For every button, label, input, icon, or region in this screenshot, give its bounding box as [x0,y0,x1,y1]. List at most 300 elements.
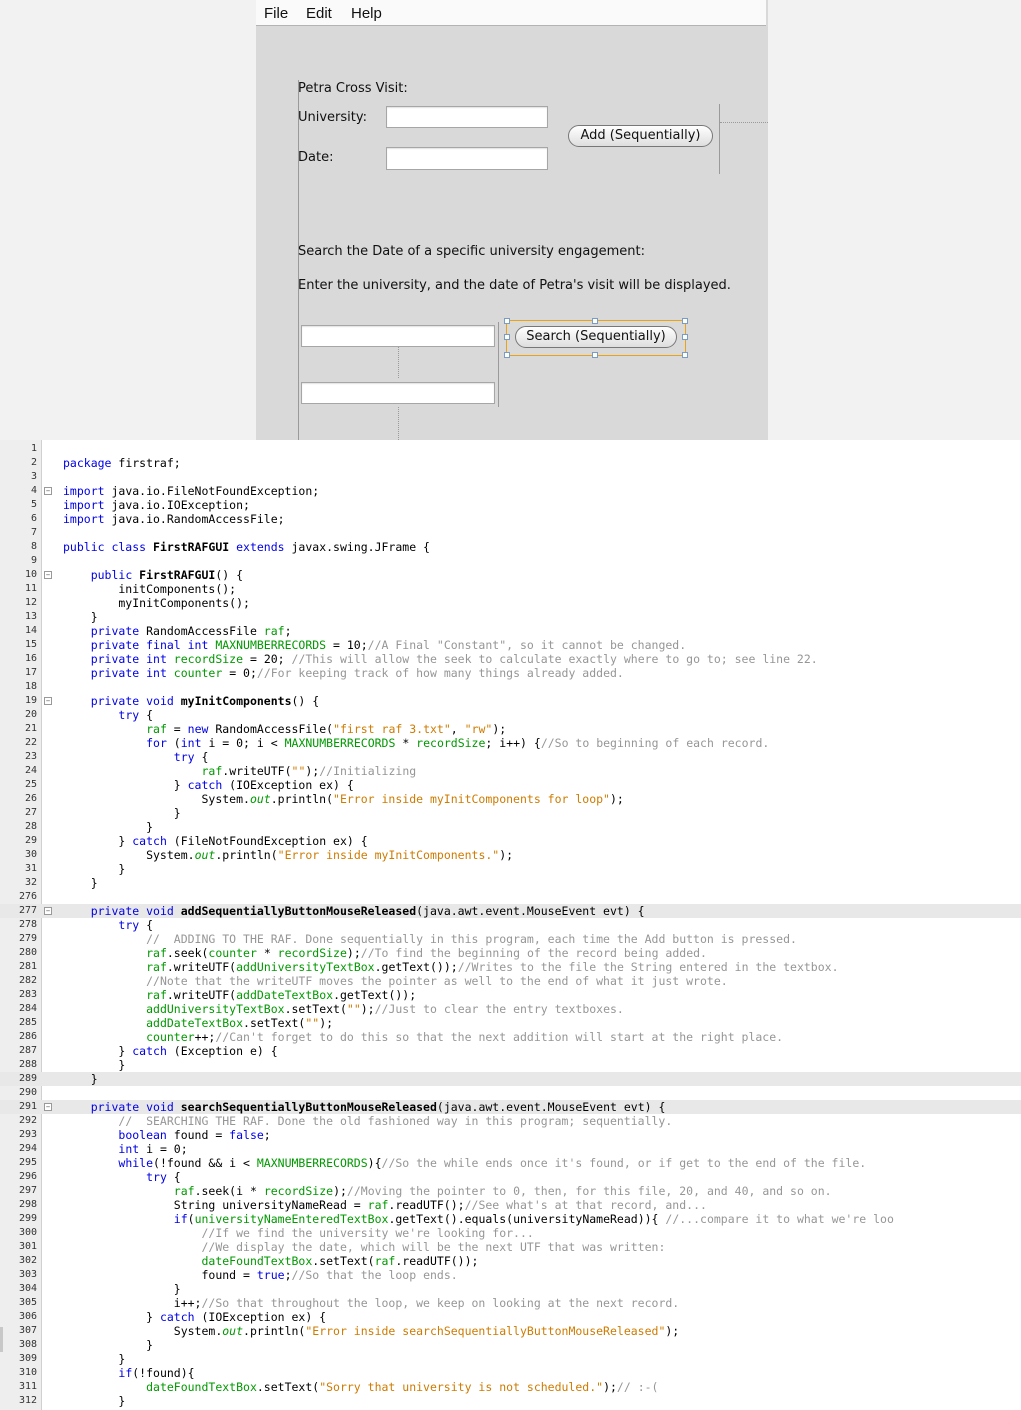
code-token: .setText( [256,1380,320,1394]
line-number: 312 [18,1395,37,1406]
line-number: 296 [18,1171,37,1182]
code-text [63,988,416,1002]
code-token: //So that the loop ends. [291,1268,458,1282]
resize-handle[interactable] [682,352,688,358]
code-line[interactable] [0,638,1021,652]
date-found-textbox[interactable] [301,382,495,404]
code-token: new [187,722,209,736]
code-token: { [194,750,209,764]
code-line[interactable] [0,442,1021,456]
code-token: ); [360,1002,375,1016]
code-token [63,988,146,1002]
code-line[interactable] [0,512,1021,526]
code-line[interactable] [0,1212,1021,1226]
line-number: 23 [24,751,37,762]
code-editor[interactable] [0,440,1021,1410]
code-line[interactable] [0,1394,1021,1408]
code-text [63,512,285,526]
code-token: System. [63,1324,223,1338]
code-line[interactable] [0,1282,1021,1296]
code-token: private final int [90,638,216,652]
line-number: 21 [24,723,37,734]
code-token: { [166,1170,181,1184]
line-number: 280 [18,947,37,958]
code-token: out [222,1324,244,1338]
code-token [63,974,146,988]
code-token: } [63,1282,181,1296]
code-token: //Can't forget to do this so that the next addition will start at the right place. [215,1030,784,1044]
search-sequentially-button[interactable]: Search (Sequentially) [515,326,677,348]
code-line[interactable] [0,848,1021,862]
code-token: ; [263,1128,271,1142]
code-line[interactable] [0,1380,1021,1394]
code-token: private [90,624,147,638]
code-token [63,750,174,764]
line-number: 1 [30,443,37,454]
code-line[interactable] [0,526,1021,540]
resize-handle[interactable] [504,352,510,358]
code-text [63,722,506,736]
code-text [63,1072,98,1086]
code-token: } [63,1058,126,1072]
code-token: private void [90,1100,181,1114]
code-line[interactable] [0,554,1021,568]
code-line[interactable] [0,988,1021,1002]
line-number: 305 [18,1297,37,1308]
code-line[interactable] [0,876,1021,890]
code-token: firstraf; [111,456,181,470]
menu-edit[interactable]: Edit [306,5,332,22]
code-token [63,764,201,778]
search-instructions: Enter the university, and the date of Petra's visit will be displayed. [298,278,731,293]
code-token: } [63,1072,98,1086]
line-number: 302 [18,1255,37,1266]
code-text [63,1114,672,1128]
code-token: i = 0; i < [201,736,285,750]
code-token: "Error inside searchSequentiallyButtonMouseReleased" [305,1324,666,1338]
code-token: () { [291,694,320,708]
line-number: 293 [18,1129,37,1140]
code-token: (java.awt.event.MouseEvent evt) { [436,1100,666,1114]
line-number: 301 [18,1241,37,1252]
code-text [63,694,319,708]
line-number: 298 [18,1199,37,1210]
code-token: raf [263,624,285,638]
line-number: 6 [30,513,37,524]
code-line[interactable] [0,862,1021,876]
code-token [63,1366,118,1380]
code-token: private void [90,694,181,708]
fold-toggle-icon[interactable]: − [45,487,51,495]
line-number: 20 [24,709,37,720]
code-line[interactable] [0,960,1021,974]
code-line[interactable] [0,540,1021,554]
fold-toggle-icon[interactable]: − [45,571,51,579]
menu-bar [256,0,766,26]
code-token: try [173,750,195,764]
fold-toggle-icon[interactable]: − [45,697,51,705]
code-token: } [63,778,188,792]
line-number: 14 [24,625,37,636]
code-text [63,1324,679,1338]
layout-guide-right [719,104,720,174]
code-token: searchSequentiallyButtonMouseReleased [180,1100,437,1114]
code-token: .getText()); [374,960,458,974]
code-line[interactable] [0,1142,1021,1156]
line-number: 10 [24,569,37,580]
code-token: catch [132,834,167,848]
code-token: = 20; [243,652,292,666]
code-line[interactable] [0,610,1021,624]
line-number: 19 [24,695,37,706]
fold-toggle-icon[interactable]: − [45,1103,51,1111]
code-token: false [229,1128,264,1142]
code-text [63,1184,832,1198]
code-token: .getText().equals(universityNameRead)){ [388,1212,666,1226]
code-line[interactable] [0,1338,1021,1352]
code-token: for [146,736,167,750]
code-token [63,568,91,582]
code-token: } [63,1394,126,1408]
line-number: 284 [18,1003,37,1014]
code-line[interactable] [0,582,1021,596]
code-token: ); [665,1324,680,1338]
code-line[interactable] [0,834,1021,848]
code-token: import [63,498,105,512]
code-text [63,1380,658,1394]
code-token: { [139,918,154,932]
code-token: javax.swing.JFrame { [284,540,430,554]
code-line[interactable] [0,456,1021,470]
code-token: java.io.RandomAccessFile; [104,512,285,526]
code-line[interactable] [0,1128,1021,1142]
code-token: extends [236,540,285,554]
code-token: "" [346,1002,361,1016]
code-token: if [173,1212,188,1226]
line-number: 308 [18,1339,37,1350]
code-line[interactable] [0,904,1021,918]
code-text [63,456,181,470]
code-line[interactable] [0,932,1021,946]
code-token: addDateTextBox [236,988,334,1002]
code-line[interactable] [0,1324,1021,1338]
line-number: 309 [18,1353,37,1364]
code-token: raf [146,722,167,736]
code-text [63,1030,783,1044]
code-line[interactable] [0,1086,1021,1100]
add-date-textbox[interactable] [386,147,548,170]
code-token: //This will allow the seek to calculate exactly where to go to; see line 22. [291,652,818,666]
code-token: try [118,918,140,932]
code-text [63,1016,333,1030]
code-text [63,1142,188,1156]
code-line[interactable] [0,1240,1021,1254]
code-token [63,1170,146,1184]
code-token: java.io.IOException; [104,498,250,512]
code-token: .setText( [312,1254,375,1268]
code-text [63,1366,195,1380]
code-text [63,946,707,960]
resize-handle[interactable] [504,334,510,340]
code-token: i++; [63,1296,202,1310]
line-number: 276 [18,891,37,902]
line-number: 311 [18,1381,37,1392]
code-token: } [63,806,181,820]
code-token: public [90,568,140,582]
code-token: // :-( [616,1380,659,1394]
code-line[interactable] [0,1296,1021,1310]
code-token: try [146,1170,167,1184]
code-token: .writeUTF( [222,764,292,778]
code-token: //Just to clear the entry textboxes. [374,1002,624,1016]
line-number: 24 [24,765,37,776]
line-number: 16 [24,653,37,664]
line-number: 8 [30,541,37,552]
code-text [63,1044,278,1058]
resize-handle[interactable] [592,318,598,324]
code-token: recordSize [263,1184,334,1198]
code-line[interactable] [0,1226,1021,1240]
line-number: 31 [24,863,37,874]
code-token: addSequentiallyButtonMouseReleased [180,904,417,918]
code-token: catch [159,1310,195,1324]
form-title: Petra Cross Visit: [298,81,408,96]
code-line[interactable] [0,750,1021,764]
line-number: 297 [18,1185,37,1196]
layout-guide-bottom [398,407,399,440]
code-token [63,638,91,652]
code-token: raf [367,1198,389,1212]
code-line[interactable] [0,890,1021,904]
resize-handle[interactable] [504,318,510,324]
code-line[interactable] [0,1310,1021,1324]
code-line[interactable] [0,1352,1021,1366]
line-number: 306 [18,1311,37,1322]
code-line[interactable] [0,736,1021,750]
line-number: 5 [30,499,37,510]
code-line[interactable] [0,1170,1021,1184]
menu-help[interactable]: Help [351,5,382,22]
code-token: recordSize [416,736,486,750]
code-line[interactable] [0,1072,1021,1086]
code-token: "Error inside myInitComponents." [277,848,500,862]
code-text [63,1240,665,1254]
code-text [63,820,153,834]
code-text [63,876,98,890]
code-token [63,960,146,974]
code-token: try [118,708,140,722]
code-token: raf [173,1184,195,1198]
resize-handle[interactable] [682,318,688,324]
line-number: 294 [18,1143,37,1154]
code-line[interactable] [0,1100,1021,1114]
code-line[interactable] [0,708,1021,722]
code-text [63,1338,153,1352]
code-token: java.io.FileNotFoundException; [104,484,320,498]
code-text [63,1002,624,1016]
code-token: initComponents(); [63,582,237,596]
code-line[interactable] [0,1030,1021,1044]
code-text [63,792,624,806]
code-line[interactable] [0,918,1021,932]
code-token: //Moving the pointer to 0, then, for this file, 20, and 40, and so on. [346,1184,832,1198]
code-line[interactable] [0,694,1021,708]
code-line[interactable] [0,1044,1021,1058]
code-token: found = [166,1128,230,1142]
code-line[interactable] [0,1268,1021,1282]
code-line[interactable] [0,820,1021,834]
code-line[interactable] [0,1254,1021,1268]
add-university-textbox[interactable] [386,106,548,128]
line-number: 7 [30,527,37,538]
code-token: i = 0; [139,1142,188,1156]
code-token [63,1184,174,1198]
code-line[interactable] [0,1058,1021,1072]
code-text [63,498,250,512]
code-token: } [63,862,126,876]
code-token: dateFoundTextBox [146,1380,257,1394]
code-line[interactable] [0,484,1021,498]
code-line[interactable] [0,1156,1021,1170]
code-line[interactable] [0,1366,1021,1380]
code-token: ); [492,722,507,736]
line-number: 17 [24,667,37,678]
line-number: 292 [18,1115,37,1126]
fold-toggle-icon[interactable]: − [45,907,51,915]
code-token [63,694,91,708]
code-token: .setText( [284,1002,347,1016]
code-text [63,568,243,582]
menu-file[interactable]: File [264,5,289,22]
code-token: * [256,946,278,960]
code-text [63,834,368,848]
code-token: ); [333,1184,347,1198]
resize-handle[interactable] [682,334,688,340]
code-token: universityNameEnteredTextBox [194,1212,389,1226]
code-token: "first raf 3.txt" [333,722,451,736]
line-number: 28 [24,821,37,832]
jframe-form-preview [256,0,768,440]
code-token: (java.awt.event.MouseEvent evt) { [416,904,645,918]
code-token: private int [90,652,174,666]
code-text [63,582,236,596]
code-token: import [63,512,105,526]
code-token: } [63,820,154,834]
line-number: 299 [18,1213,37,1224]
code-line[interactable] [0,1198,1021,1212]
code-token: .seek( [166,946,209,960]
code-token: } [63,610,98,624]
code-token: System. [63,848,195,862]
code-line[interactable] [0,806,1021,820]
code-text [63,736,769,750]
code-line[interactable] [0,722,1021,736]
line-number: 277 [18,905,37,916]
line-number: 288 [18,1059,37,1070]
code-token: String universityNameRead = [63,1198,368,1212]
code-line[interactable] [0,946,1021,960]
code-line[interactable] [0,1184,1021,1198]
code-token: ; [284,1268,292,1282]
code-line[interactable] [0,652,1021,666]
code-token [63,1002,146,1016]
line-number: 18 [24,681,37,692]
code-line[interactable] [0,1114,1021,1128]
code-text [63,1212,894,1226]
code-text [63,1058,125,1072]
code-token: } [63,1310,160,1324]
code-line[interactable] [0,778,1021,792]
code-line[interactable] [0,974,1021,988]
code-token: myInitComponents(); [63,596,250,610]
university-name-entered-textbox[interactable] [301,325,495,347]
code-token: int [118,1142,140,1156]
code-text [63,638,686,652]
code-token [63,932,146,946]
code-token: //So to beginning of each record. [540,736,770,750]
code-token: (IOException ex) { [222,778,354,792]
code-token: found = [63,1268,257,1282]
code-line[interactable] [0,1002,1021,1016]
line-number: 22 [24,737,37,748]
line-number: 286 [18,1031,37,1042]
code-line[interactable] [0,666,1021,680]
code-token: //See what's at that record, and... [464,1198,707,1212]
code-token [63,1156,118,1170]
code-token [63,736,146,750]
code-line[interactable] [0,680,1021,694]
code-token: } [63,834,133,848]
line-number: 30 [24,849,37,860]
code-token [63,1142,118,1156]
code-text [63,596,250,610]
code-text [63,1226,534,1240]
line-number: 291 [18,1101,37,1112]
code-line[interactable] [0,792,1021,806]
code-token: System. [63,792,250,806]
code-token: int [180,736,202,750]
code-line[interactable] [0,1016,1021,1030]
code-line[interactable] [0,470,1021,484]
code-line[interactable] [0,596,1021,610]
layout-guide-horizontal [720,122,768,123]
code-token: addUniversityTextBox [236,960,375,974]
code-line[interactable] [0,498,1021,512]
code-line[interactable] [0,764,1021,778]
resize-handle[interactable] [592,352,598,358]
code-line[interactable] [0,624,1021,638]
code-token: public class [63,540,154,554]
code-token: MAXNUMBERRECORDS [256,1156,368,1170]
code-token: //Initializing [319,764,417,778]
add-sequentially-button[interactable]: Add (Sequentially) [568,125,713,147]
code-token: raf [146,988,167,1002]
code-token: while [118,1156,154,1170]
code-text [63,610,98,624]
code-text [63,624,292,638]
line-number: 282 [18,975,37,986]
code-token: = 10; [326,638,368,652]
code-token [63,1016,146,1030]
code-token: } [63,1044,133,1058]
code-line[interactable] [0,568,1021,582]
code-token: //For keeping track of how many things already added. [256,666,624,680]
code-token: = 0; [222,666,257,680]
line-number: 15 [24,639,37,650]
code-token: * [395,736,417,750]
code-token: MAXNUMBERRECORDS [215,638,327,652]
code-token: .seek(i * [194,1184,264,1198]
